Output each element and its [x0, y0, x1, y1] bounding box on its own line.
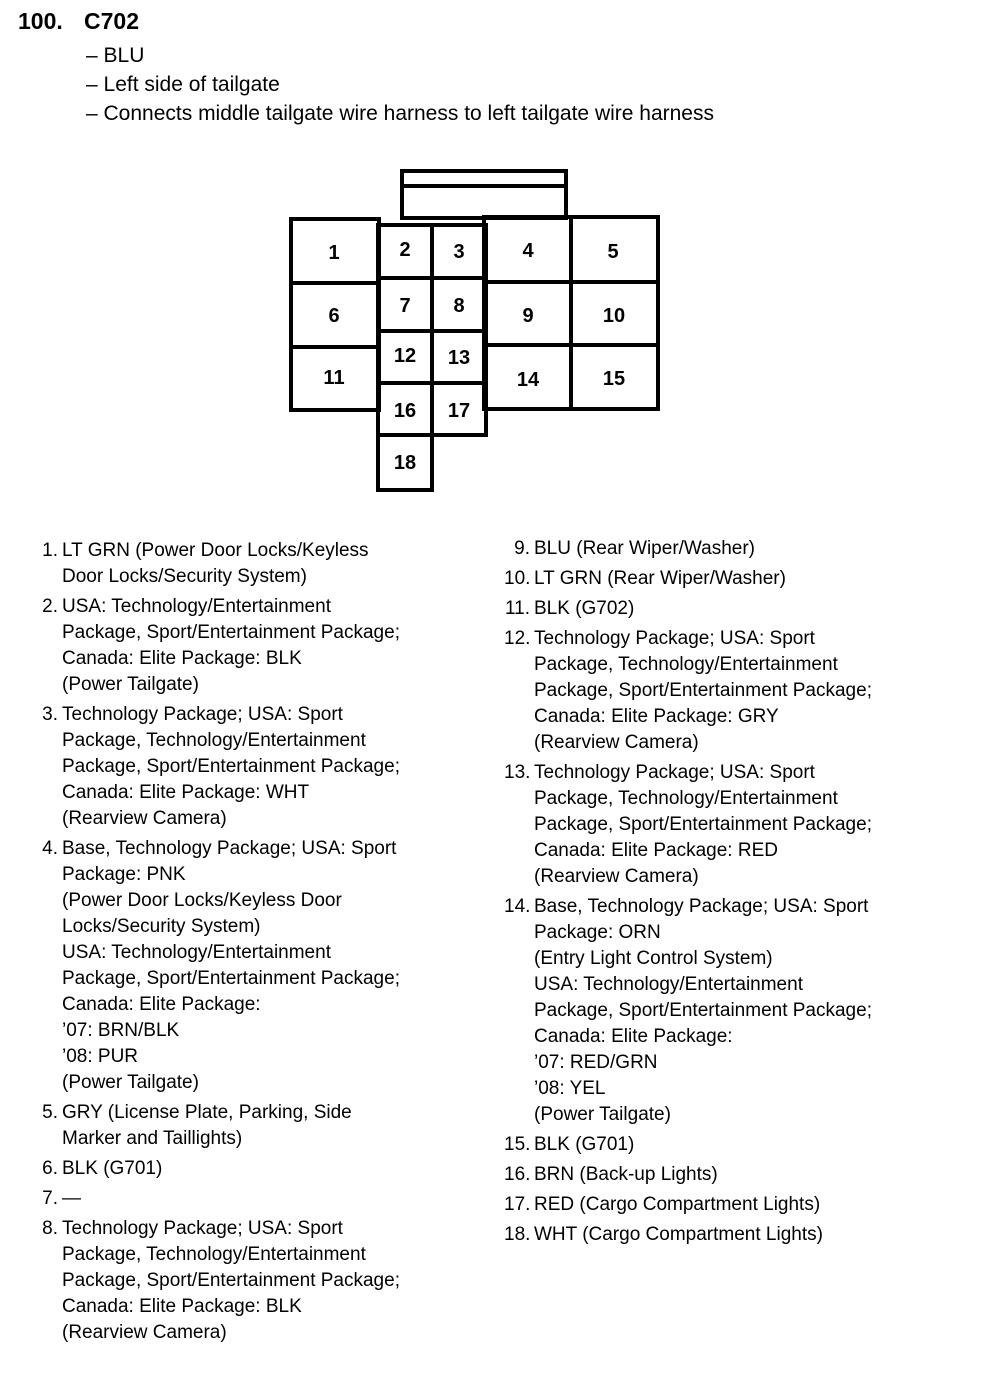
- pin-description: USA: Technology/Entertainment Package, Sport/Entertainment Package; Canada: Elite Package: BLK (Power Tailgate): [62, 596, 400, 695]
- cavity-label-17: 17: [447, 400, 471, 422]
- pin-entry-7: [32, 1186, 472, 1212]
- pin-number: 7.: [42, 1188, 58, 1209]
- pin-description: Technology Package; USA: Sport Package, Technology/Entertainment Package, Sport/Entertainment Package; Canada: Elite Package: BLK (Rearview Camera): [62, 1218, 400, 1343]
- connector-latch: [402, 171, 566, 218]
- pin-entry-14: [504, 894, 974, 1128]
- pin-description: —: [62, 1188, 81, 1209]
- pin-description: Base, Technology Package; USA: Sport Package: PNK (Power Door Locks/Keyless Door Locks/Security System) USA: Technology/Entertainment Package, Sport/Entertainment Package; Canada: Elite Package: ’07: BRN/BLK ’08: PUR (Power Tailgate): [62, 838, 400, 1093]
- cavity-label-3: 3: [453, 241, 465, 263]
- header-line-description: – Connects middle tailgate wire harness to left tailgate wire harness: [86, 102, 714, 125]
- pin-entry-8: [32, 1216, 472, 1346]
- cavity-label-11: 11: [323, 367, 345, 389]
- cavity-label-7: 7: [399, 295, 411, 317]
- pin-entry-10: [504, 566, 974, 592]
- pin-entry-5: [32, 1100, 472, 1152]
- pin-number: 3.: [42, 704, 58, 725]
- pin-number: 13.: [504, 762, 531, 783]
- cavity-label-13: 13: [447, 347, 471, 369]
- pin-description: BLK (G701): [534, 1134, 635, 1155]
- pin-description: RED (Cargo Compartment Lights): [534, 1194, 821, 1215]
- pin-number: 10.: [504, 568, 531, 589]
- pin-description: LT GRN (Power Door Locks/Keyless Door Locks/Security System): [62, 540, 369, 587]
- cavity-label-9: 9: [522, 305, 534, 327]
- pin-entry-13: [504, 760, 974, 890]
- pin-number: 8.: [42, 1218, 58, 1239]
- pin-description: Technology Package; USA: Sport Package, Technology/Entertainment Package, Sport/Entertainment Package; Canada: Elite Package: GRY (Rearview Camera): [534, 628, 872, 753]
- pin-number: 11.: [504, 598, 530, 619]
- pin-description: GRY (License Plate, Parking, Side Marker and Taillights): [62, 1102, 352, 1149]
- pin-entry-12: [504, 626, 974, 756]
- cavity-label-15: 15: [602, 368, 626, 390]
- pin-description: Technology Package; USA: Sport Package, Technology/Entertainment Package, Sport/Entertainment Package; Canada: Elite Package: RED (Rearview Camera): [534, 762, 872, 887]
- pin-description: BLK (G702): [534, 598, 635, 619]
- cavity-label-16: 16: [393, 400, 417, 422]
- header-line-color: – BLU: [86, 44, 145, 67]
- header-number: 100.: [18, 8, 63, 34]
- pin-number: 17.: [504, 1194, 531, 1215]
- pin-number: 1.: [42, 540, 58, 561]
- pin-number: 6.: [42, 1158, 58, 1179]
- cavity-label-6: 6: [328, 305, 340, 327]
- pin-entry-11: [504, 596, 974, 622]
- pin-entry-16: [504, 1162, 974, 1188]
- pin-entry-1: [32, 538, 472, 590]
- cavity-label-10: 10: [602, 305, 626, 327]
- cavity-label-4: 4: [522, 240, 534, 262]
- cavity-label-18: 18: [393, 452, 417, 474]
- pin-description: LT GRN (Rear Wiper/Washer): [534, 568, 786, 589]
- pin-number: 14.: [504, 896, 531, 917]
- header-line-location: – Left side of tailgate: [86, 73, 280, 96]
- pin-number: 4.: [42, 838, 58, 859]
- pin-entry-9: [504, 536, 974, 562]
- pin-number: 18.: [504, 1224, 531, 1245]
- pin-number: 16.: [504, 1164, 531, 1185]
- pin-number: 5.: [42, 1102, 58, 1123]
- pin-entry-3: [32, 702, 472, 832]
- pin-description: BRN (Back-up Lights): [534, 1164, 718, 1185]
- pin-entry-2: [32, 594, 472, 698]
- cavity-label-5: 5: [607, 241, 619, 263]
- connector-face-diagram: [0, 0, 992, 500]
- pin-entry-4: [32, 836, 472, 1096]
- connector-id: C702: [84, 8, 139, 34]
- cavity-label-12: 12: [393, 345, 417, 367]
- pin-entry-6: [32, 1156, 472, 1182]
- pin-description: Base, Technology Package; USA: Sport Package: ORN (Entry Light Control System) USA: Technology/Entertainment Package, Sport/Entertainment Package; Canada: Elite Package: ’07: RED/GRN ’08: YEL (Power Tailgate): [534, 896, 872, 1125]
- pin-number: 2.: [42, 596, 58, 617]
- pin-description: WHT (Cargo Compartment Lights): [534, 1224, 823, 1245]
- pin-description: BLK (G701): [62, 1158, 163, 1179]
- pin-number: 9.: [514, 538, 530, 559]
- pin-entry-17: [504, 1192, 974, 1218]
- pin-description: Technology Package; USA: Sport Package, Technology/Entertainment Package, Sport/Entertainment Package; Canada: Elite Package: WHT (Rearview Camera): [62, 704, 400, 829]
- pin-number: 15.: [504, 1134, 531, 1155]
- cavity-label-1: 1: [328, 242, 340, 264]
- pin-description: BLU (Rear Wiper/Washer): [534, 538, 756, 559]
- pin-entry-15: [504, 1132, 974, 1158]
- pin-number: 12.: [504, 628, 531, 649]
- pin-entry-18: [504, 1222, 974, 1248]
- cavity-label-8: 8: [453, 295, 465, 317]
- cavity-label-2: 2: [399, 239, 411, 261]
- cavity-label-14: 14: [516, 369, 540, 391]
- pin-list-right: [504, 536, 974, 1252]
- pin-list-left: [32, 538, 472, 1350]
